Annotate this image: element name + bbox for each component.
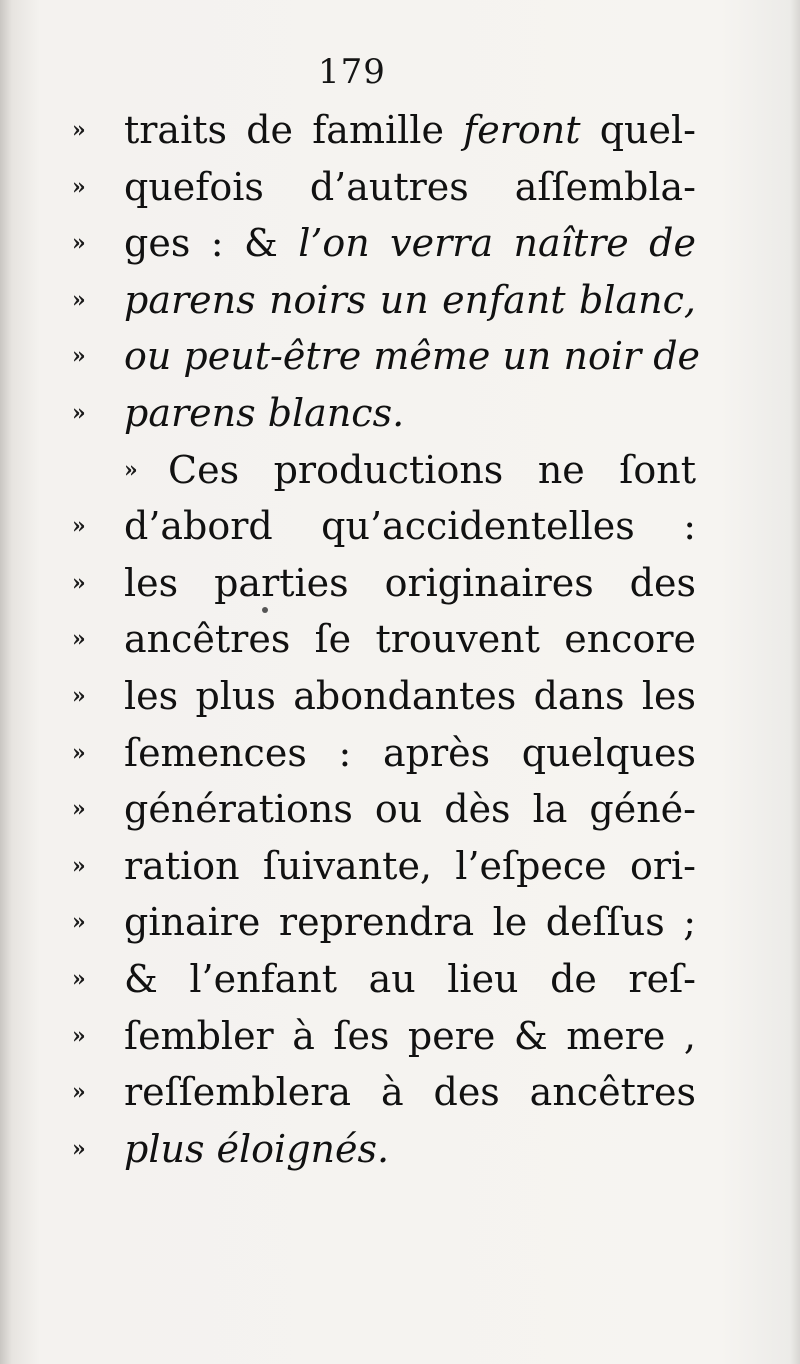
- quote-mark: »: [72, 117, 86, 143]
- italic-segment: l’on verra naître de: [298, 221, 696, 266]
- text-line: [72, 1064, 696, 1121]
- text-line: [72, 725, 696, 782]
- page-number: 179: [318, 52, 386, 92]
- quote-mark: »: [72, 1022, 86, 1049]
- line-text: [124, 102, 696, 159]
- text-segment: & l’enfant au lieu de reſ-: [124, 956, 696, 1001]
- text-segment: ſemences : après quelques: [124, 730, 696, 775]
- quote-mark: »: [72, 682, 86, 709]
- quote-mark: »: [72, 1079, 86, 1106]
- text-line: [72, 159, 696, 216]
- line-text: [124, 1121, 696, 1178]
- quote-mark: »: [72, 909, 86, 936]
- text-line: [72, 215, 696, 272]
- text-line: [72, 498, 696, 555]
- quote-mark: »: [72, 343, 86, 370]
- quote-mark: »: [72, 796, 86, 823]
- line-text: [124, 1008, 696, 1065]
- line-text: [168, 442, 696, 499]
- italic-segment: parens noirs un enfant blanc,: [124, 277, 696, 322]
- text-line: [72, 555, 696, 612]
- text-line: [72, 668, 696, 725]
- text-segment: générations ou dès la géné-: [124, 787, 696, 832]
- line-text: [124, 215, 696, 272]
- text-segment: traits de famille: [124, 108, 464, 152]
- text-line: [72, 781, 696, 838]
- text-line: [72, 894, 696, 951]
- line-text: [124, 781, 696, 838]
- quote-mark: »: [72, 965, 86, 992]
- text-segment: ginaire reprendra le deſſus ;: [124, 900, 696, 945]
- quote-mark: »: [124, 456, 138, 483]
- quote-mark: »: [72, 852, 86, 879]
- text-segment: d’abord qu’accidentelles :: [124, 504, 696, 549]
- text-segment: ges : &: [124, 221, 299, 266]
- text-segment: les parties originaires des: [124, 560, 696, 605]
- text-segment: reſſemblera à des ancêtres: [124, 1070, 696, 1115]
- text-line: [72, 1008, 696, 1065]
- quote-mark: »: [72, 230, 86, 257]
- quote-mark: »: [72, 513, 86, 540]
- line-text: [124, 894, 696, 951]
- line-text: [124, 498, 696, 555]
- line-text: [124, 838, 696, 895]
- text-line: [72, 328, 701, 385]
- line-text: [124, 159, 696, 216]
- italic-segment: parens blancs.: [124, 390, 405, 435]
- text-line: [72, 272, 696, 329]
- quote-mark: »: [72, 569, 86, 596]
- quote-mark: »: [72, 739, 86, 766]
- line-text: [124, 272, 696, 329]
- text-line: [72, 102, 696, 159]
- italic-segment: ou peut-être même un noir de: [124, 334, 701, 379]
- text-segment: Ces productions ne ſont: [168, 447, 696, 492]
- text-segment: les plus abondantes dans les: [124, 673, 696, 718]
- text-line: [72, 611, 696, 668]
- ink-speck: [262, 607, 268, 613]
- line-text: [124, 1064, 696, 1121]
- quote-mark: »: [72, 626, 86, 653]
- line-text: [124, 951, 696, 1008]
- line-text: [124, 611, 696, 668]
- quote-mark: »: [72, 173, 86, 200]
- body-text: [72, 102, 701, 1177]
- text-line: [72, 442, 696, 499]
- text-line: [72, 1121, 672, 1178]
- line-text: [124, 385, 696, 442]
- quote-mark: »: [72, 286, 86, 313]
- text-segment: ration ſuivante, l’eſpece ori-: [124, 843, 696, 888]
- text-segment: quel-: [580, 108, 696, 152]
- text-segment: quefois d’autres aſſembla-: [124, 164, 696, 209]
- quote-mark: »: [72, 1135, 86, 1162]
- line-text: [124, 328, 701, 385]
- text-line: [72, 385, 672, 442]
- quote-mark: »: [72, 399, 86, 426]
- line-text: [124, 725, 696, 782]
- text-line: [72, 951, 696, 1008]
- italic-segment: feront: [463, 108, 581, 152]
- line-text: [124, 668, 696, 725]
- text-segment: ancêtres ſe trouvent encore: [124, 617, 696, 662]
- italic-segment: plus éloignés.: [124, 1126, 390, 1171]
- line-text: [124, 555, 696, 612]
- text-line: [72, 838, 696, 895]
- text-segment: ſembler à ſes pere & mere ,: [124, 1013, 696, 1058]
